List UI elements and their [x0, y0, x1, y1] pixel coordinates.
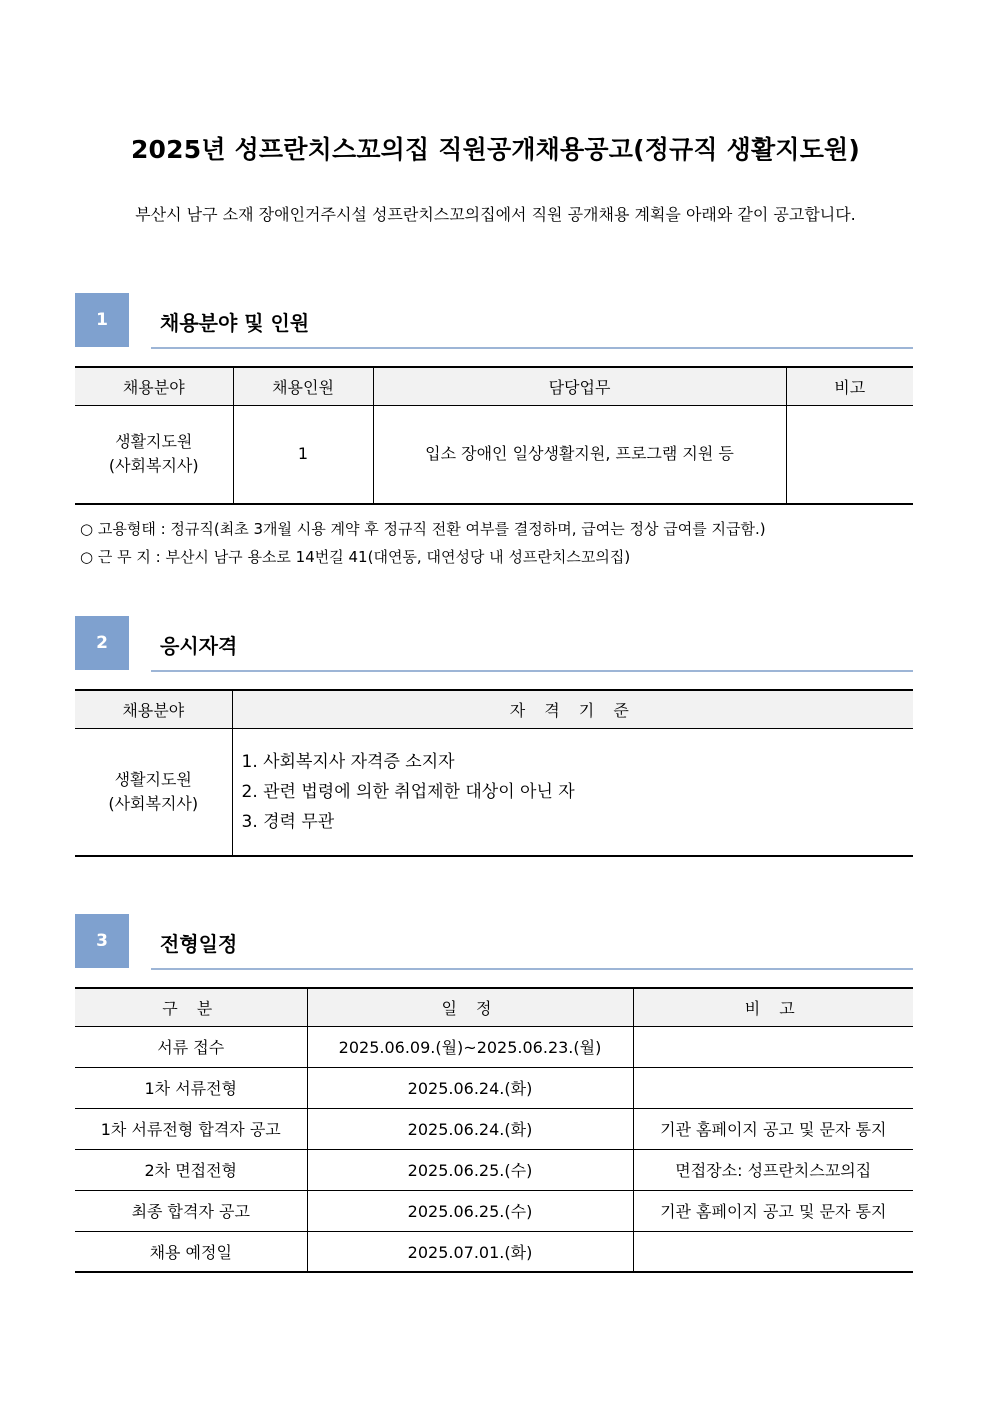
header-criteria: 자 격 기 준	[232, 690, 913, 728]
date-cell: 2025.06.24.(화)	[307, 1108, 633, 1149]
header-date: 일 정	[307, 988, 633, 1026]
section-1-rule	[151, 347, 913, 349]
field-cell	[75, 405, 233, 504]
table-header-row	[75, 367, 913, 405]
stage-cell: 1차 서류전형 합격자 공고	[75, 1108, 307, 1149]
date-cell: 2025.06.25.(수)	[307, 1190, 633, 1231]
note-cell	[633, 1026, 913, 1067]
qualification-table	[75, 689, 913, 857]
table-row	[75, 1149, 913, 1190]
employment-type-note: ○ 고용형태 : 정규직(최초 3개월 시용 계약 후 정규직 전환 여부를 결정하며, 급여는 정상 급여를 지급함.)	[80, 520, 766, 538]
schedule-table	[75, 987, 913, 1273]
stage-cell: 서류 접수	[75, 1026, 307, 1067]
note-cell: 기관 홈페이지 공고 및 문자 통지	[633, 1190, 913, 1231]
note-cell: 기관 홈페이지 공고 및 문자 통지	[633, 1108, 913, 1149]
document-title: 2025년 성프란치스꼬의집 직원공개채용공고(정규직 생활지도원)	[130, 135, 861, 164]
table-header-row	[75, 988, 913, 1026]
section-3-rule	[151, 968, 913, 970]
field-line-1: 생활지도원	[114, 769, 192, 789]
duty-cell: 입소 장애인 일상생활지원, 프로그램 지원 등	[373, 405, 786, 504]
qualification-item: 3. 경력 무관	[241, 811, 335, 832]
header-field: 채용분야	[75, 690, 232, 728]
section-1-number: 1	[75, 293, 129, 347]
qualification-item: 2. 관련 법령에 의한 취업제한 대상이 아닌 자	[241, 781, 575, 802]
section-2-number: 2	[75, 616, 129, 670]
table-row	[75, 1067, 913, 1108]
qualification-item: 1. 사회복지사 자격증 소지자	[241, 751, 455, 772]
header-field: 채용분야	[75, 367, 233, 405]
section-3-number: 3	[75, 914, 129, 968]
header-note: 비 고	[633, 988, 913, 1026]
section-1-header	[75, 293, 913, 349]
field-cell	[75, 728, 232, 856]
stage-cell: 2차 면접전형	[75, 1149, 307, 1190]
table-row	[75, 1026, 913, 1067]
note-cell	[633, 1231, 913, 1272]
header-count: 채용인원	[233, 367, 373, 405]
count-cell: 1	[233, 405, 373, 504]
date-cell: 2025.06.25.(수)	[307, 1149, 633, 1190]
note-cell: 면접장소: 성프란치스꼬의집	[633, 1149, 913, 1190]
section-2-title: 응시자격	[160, 634, 238, 658]
intro-text: 부산시 남구 소재 장애인거주시설 성프란치스꼬의집에서 직원 공개채용 계획을 아래와 같이 공고합니다.	[135, 205, 856, 224]
section-3-header	[75, 914, 913, 970]
stage-cell: 최종 합격자 공고	[75, 1190, 307, 1231]
stage-cell: 1차 서류전형	[75, 1067, 307, 1108]
header-duty: 담당업무	[373, 367, 786, 405]
date-cell: 2025.07.01.(화)	[307, 1231, 633, 1272]
field-line-2: (사회복지사)	[108, 456, 199, 476]
date-cell: 2025.06.09.(월)~2025.06.23.(월)	[307, 1026, 633, 1067]
table-row	[75, 1190, 913, 1231]
date-cell: 2025.06.24.(화)	[307, 1067, 633, 1108]
note-cell	[633, 1067, 913, 1108]
section-1-title: 채용분야 및 인원	[160, 311, 310, 335]
recruitment-table	[75, 366, 913, 505]
qualification-cell	[232, 728, 913, 856]
table-row	[75, 1231, 913, 1272]
note-cell	[786, 405, 913, 504]
table-header-row	[75, 690, 913, 728]
field-line-2: (사회복지사)	[108, 793, 199, 813]
field-line-1: 생활지도원	[115, 432, 193, 452]
header-stage: 구 분	[75, 988, 307, 1026]
header-note: 비고	[786, 367, 913, 405]
table-row	[75, 1108, 913, 1149]
section-2-header	[75, 616, 913, 672]
workplace-note: ○ 근 무 지 : 부산시 남구 용소로 14번길 41(대연동, 대연성당 내 성프란치스꼬의집)	[80, 548, 631, 566]
stage-cell: 채용 예정일	[75, 1231, 307, 1272]
table-row	[75, 728, 913, 856]
section-2-rule	[151, 670, 913, 672]
table-row	[75, 405, 913, 504]
section-3-title: 전형일정	[160, 932, 238, 956]
employment-notes	[80, 515, 766, 571]
